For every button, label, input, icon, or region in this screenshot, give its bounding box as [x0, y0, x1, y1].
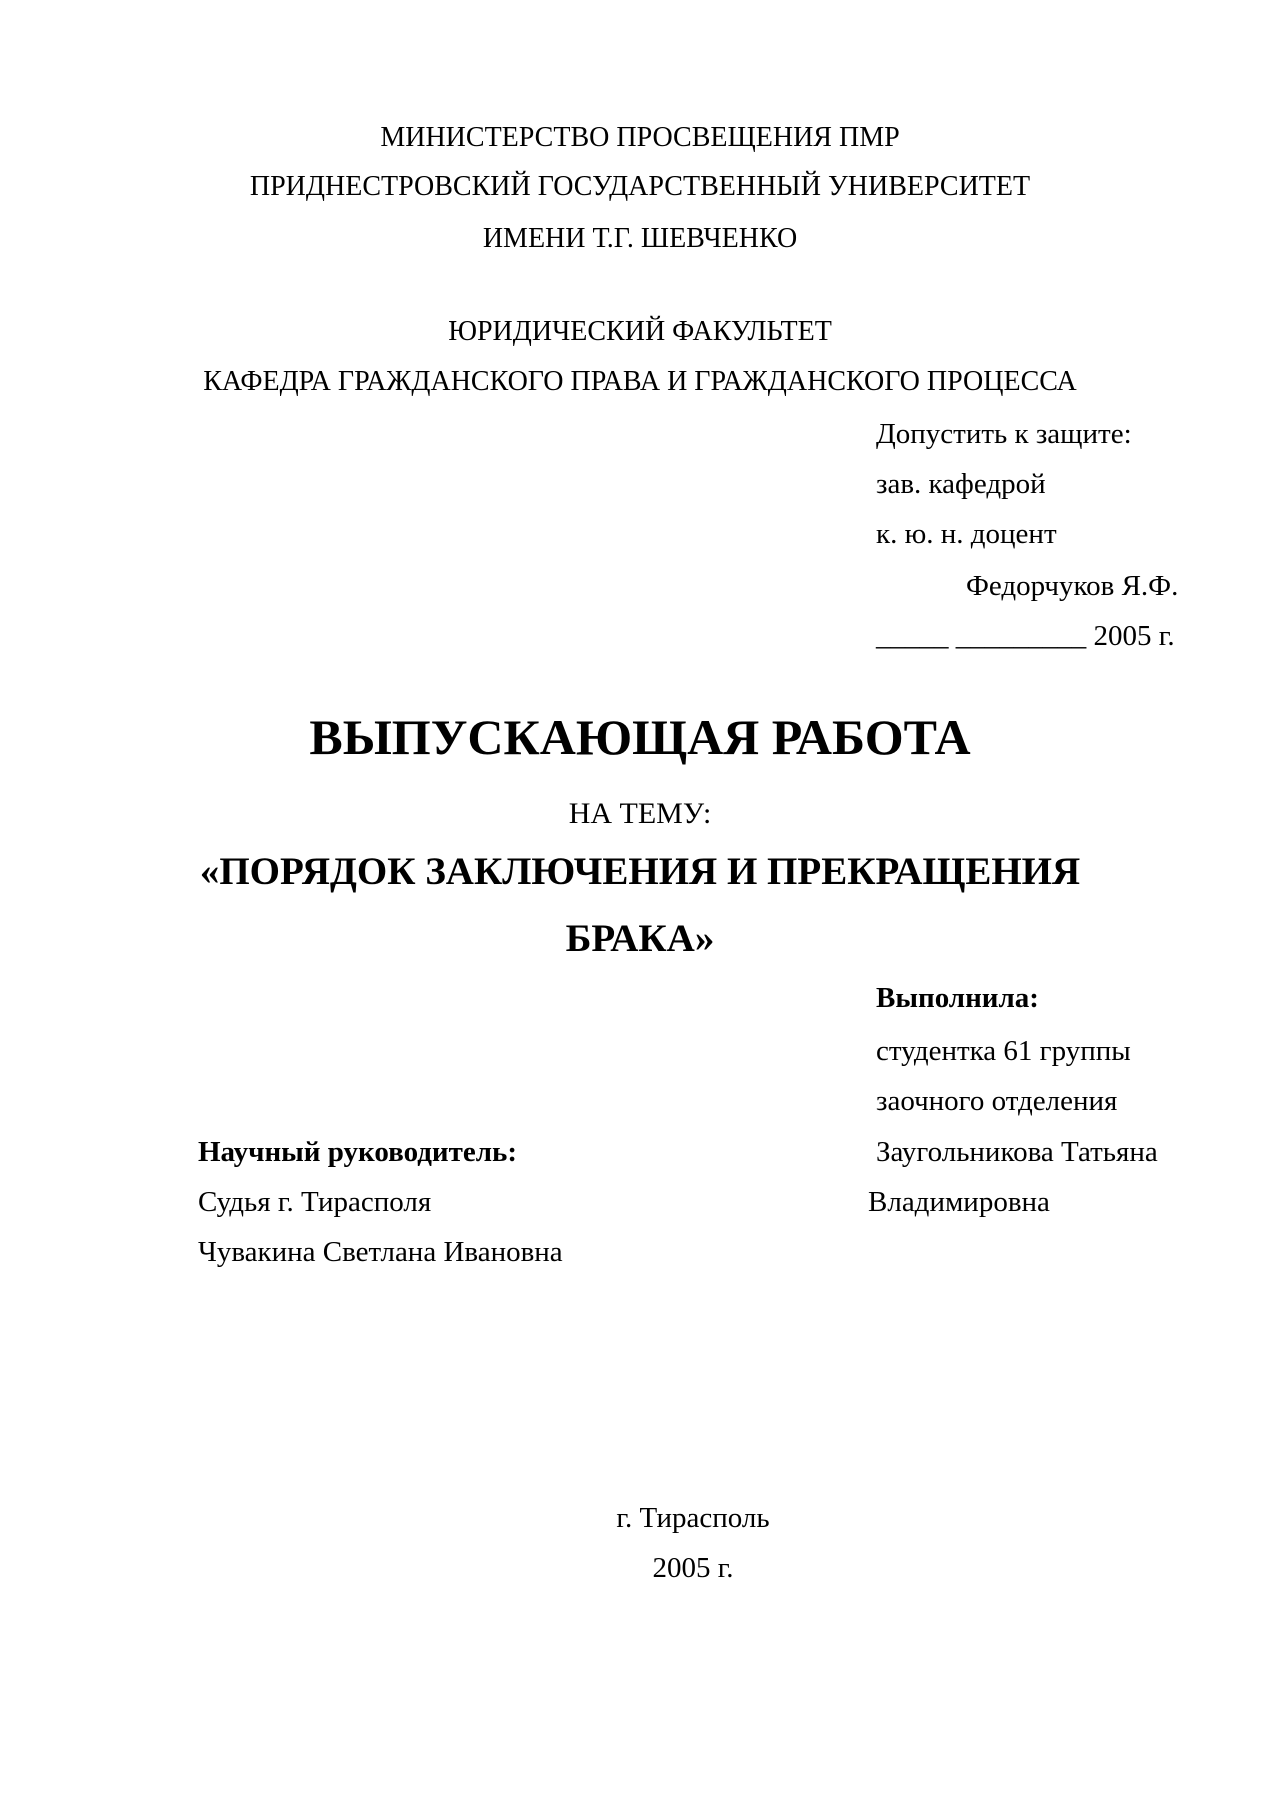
theme-line-2: БРАКА» [565, 917, 715, 960]
author-line-1: студентка 61 группы [876, 1035, 1131, 1067]
footer-year: 2005 г. [652, 1552, 734, 1584]
university-name-line: ИМЕНИ Т.Г. ШЕВЧЕНКО [482, 223, 798, 254]
work-title: ВЫПУСКАЮЩАЯ РАБОТА [309, 709, 971, 765]
author-line-2: заочного отделения [876, 1085, 1118, 1117]
approval-name: Федорчуков Я.Ф. [966, 570, 1179, 602]
approval-line-3: к. ю. н. доцент [876, 518, 1057, 550]
supervisor-label: Научный руководитель: [198, 1136, 517, 1168]
supervisor-position: Судья г. Тирасполя [198, 1186, 432, 1218]
university-line: ПРИДНЕСТРОВСКИЙ ГОСУДАРСТВЕННЫЙ УНИВЕРСИТЕТ [249, 171, 1031, 202]
author-name-line-2: Владимировна [868, 1186, 1050, 1218]
theme-line-1: «ПОРЯДОК ЗАКЛЮЧЕНИЯ И ПРЕКРАЩЕНИЯ [199, 850, 1081, 893]
approval-date-line: _____ _________ 2005 г. [876, 620, 1175, 652]
author-name-line-1: Заугольникова Татьяна [876, 1136, 1158, 1168]
approval-line-1: Допустить к защите: [876, 418, 1132, 450]
approval-line-2: зав. кафедрой [876, 468, 1046, 500]
ministry-line: МИНИСТЕРСТВО ПРОСВЕЩЕНИЯ ПМР [380, 122, 900, 153]
department-line: КАФЕДРА ГРАЖДАНСКОГО ПРАВА И ГРАЖДАНСКОГО ПРОЦЕССА [203, 366, 1077, 397]
author-label: Выполнила: [876, 982, 1039, 1014]
footer-city: г. Тирасполь [616, 1502, 770, 1534]
faculty-line: ЮРИДИЧЕСКИЙ ФАКУЛЬТЕТ [448, 316, 832, 347]
on-topic-label: НА ТЕМУ: [568, 797, 712, 830]
supervisor-name: Чувакина Светлана Ивановна [198, 1236, 563, 1268]
